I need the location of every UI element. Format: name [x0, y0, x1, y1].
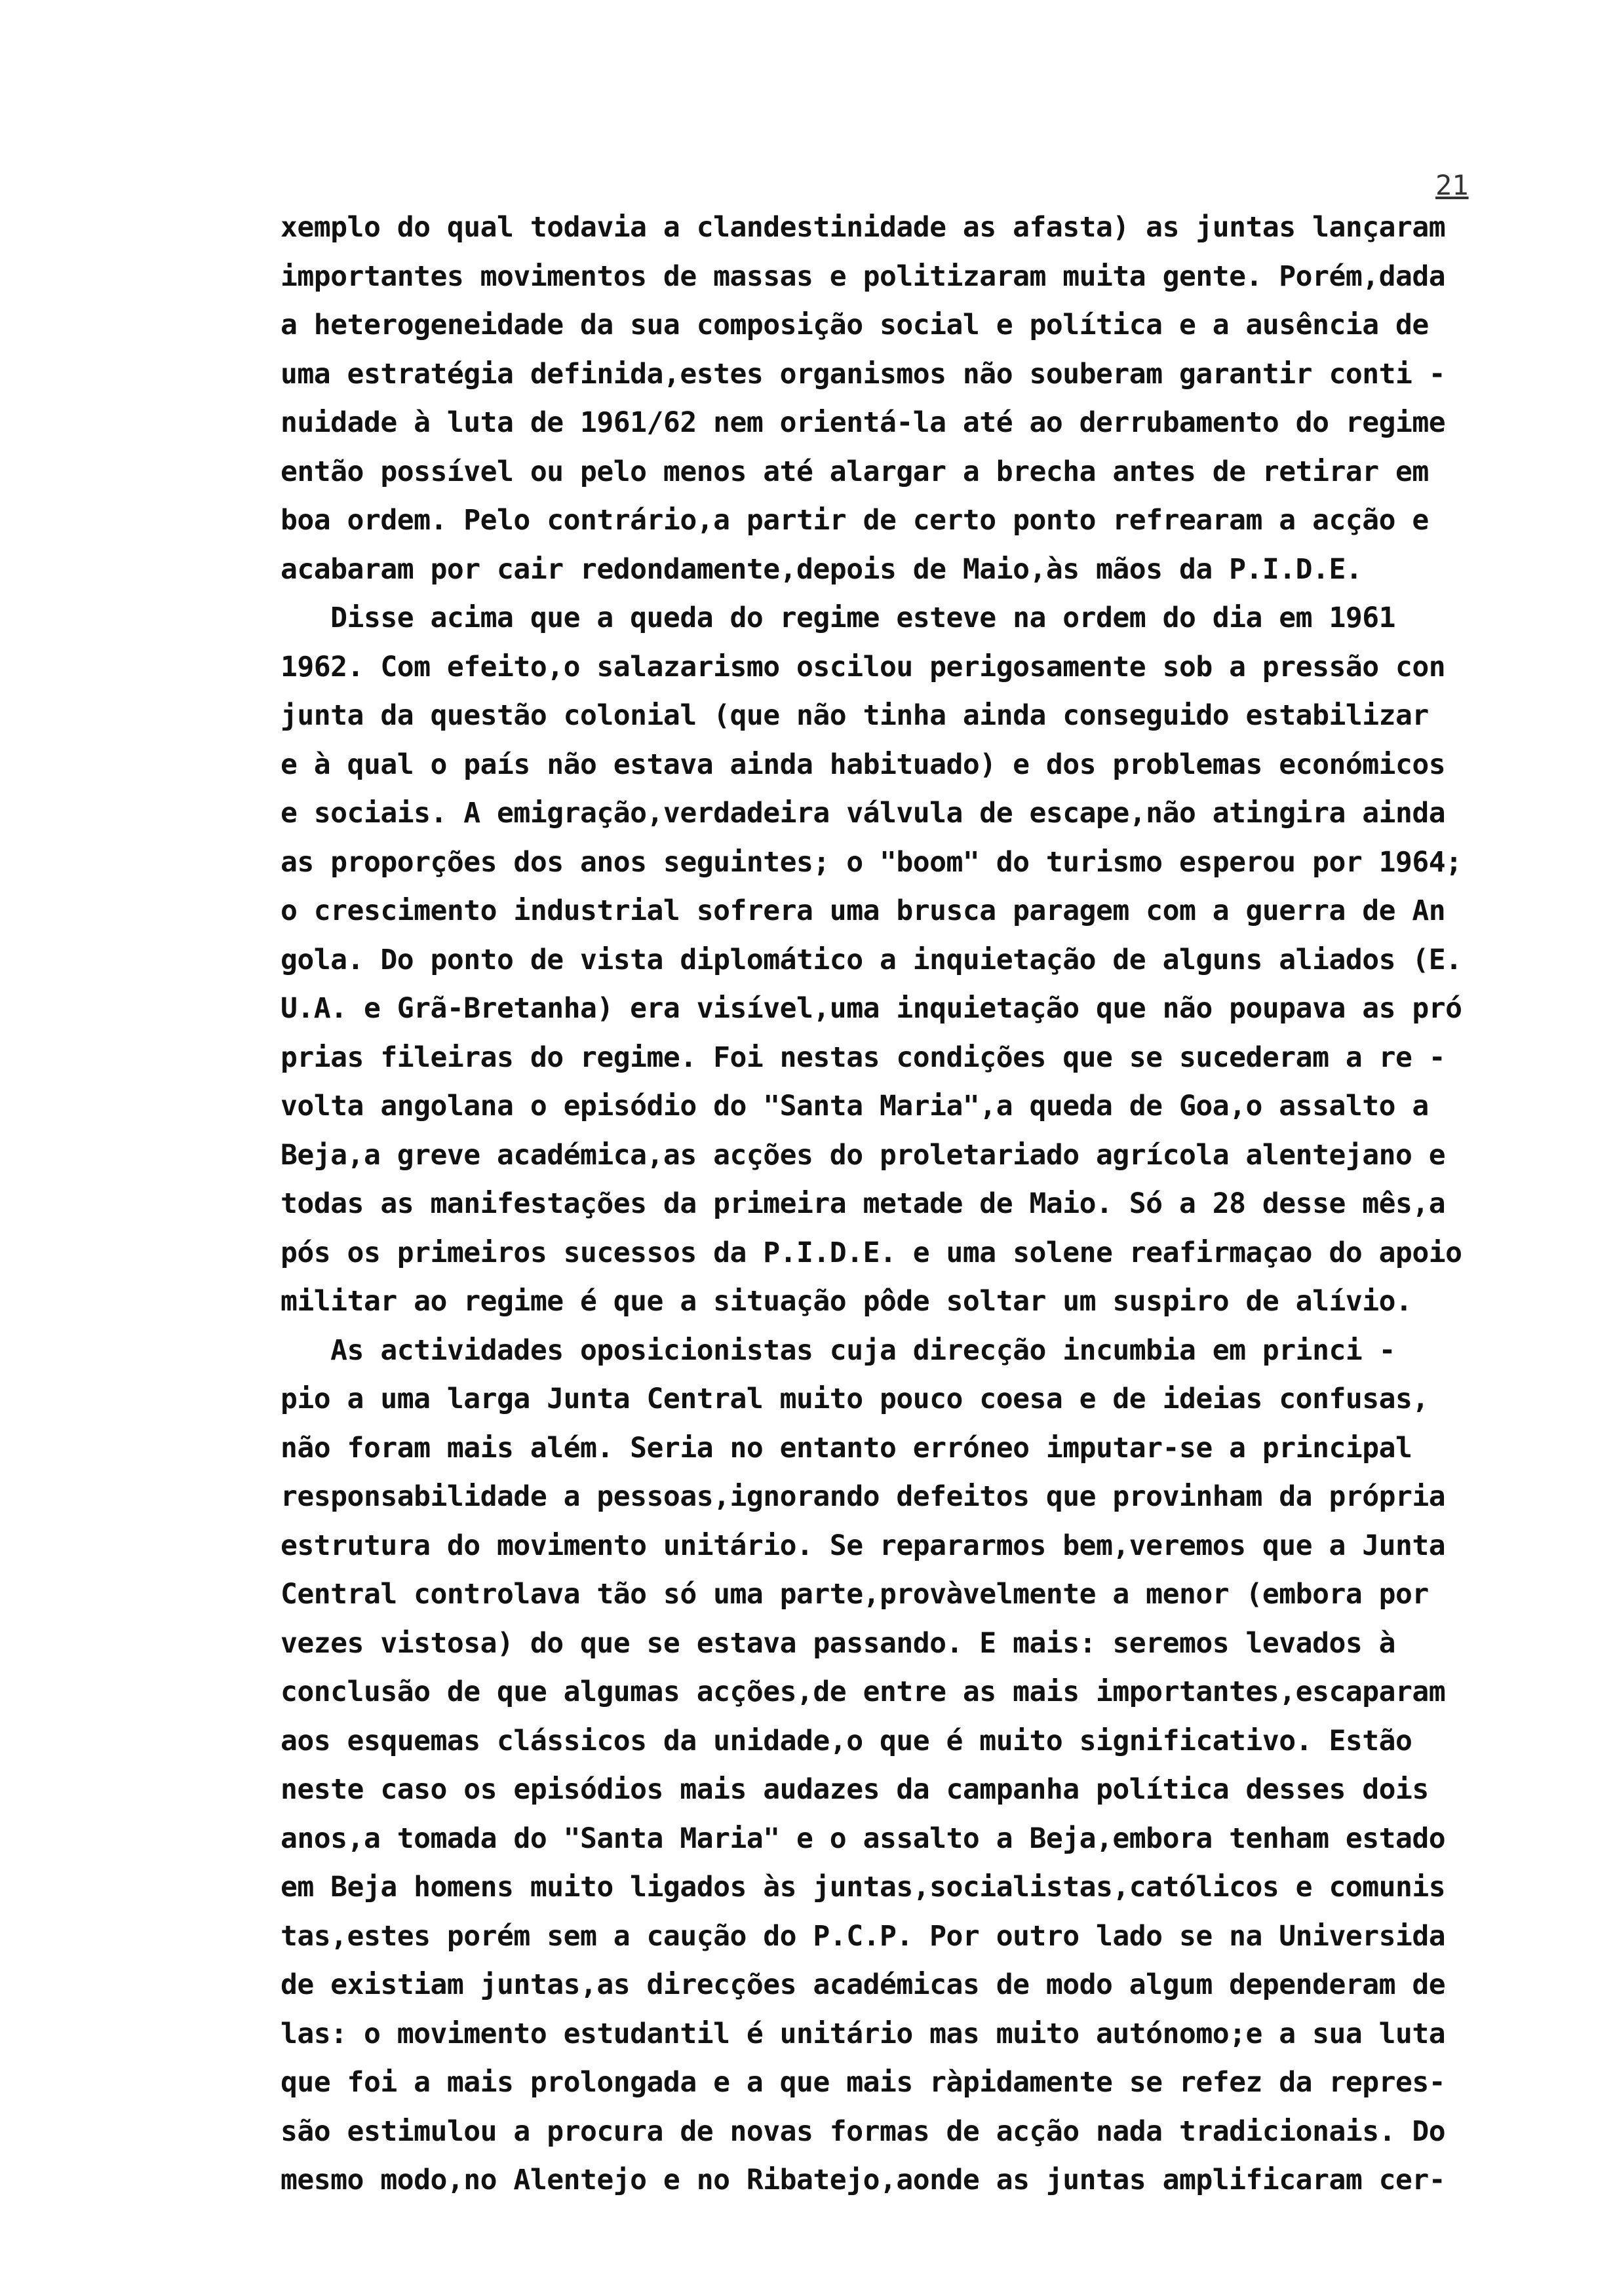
text-line: 1962. Com efeito,o salazarismo oscilou perigosamente sob a pressão con — [281, 650, 1446, 683]
text-line: Beja,a greve académica,as acções do proletariado agrícola alentejano e — [281, 1138, 1446, 1172]
text-line: uma estratégia definida,estes organismos não souberam garantir conti - — [281, 357, 1446, 391]
text-line: prias fileiras do regime. Foi nestas condições que se sucederam a re - — [281, 1041, 1446, 1074]
text-line: volta angolana o episódio do "Santa Maria",a queda de Goa,o assalto a — [281, 1090, 1429, 1122]
text-line: de existiam juntas,as direcções académicas de modo algum dependeram de — [281, 1968, 1446, 2001]
text-line: não foram mais além. Seria no entanto erróneo imputar-se a principal — [281, 1431, 1412, 1464]
text-line: Disse acima que a queda do regime esteve na ordem do dia em 1961 — [281, 602, 1396, 634]
text-line: estrutura do movimento unitário. Se repararmos bem,veremos que a Junta — [281, 1529, 1446, 1562]
text-line: junta da questão colonial (que não tinha ainda conseguido estabilizar — [281, 699, 1429, 732]
text-line: então possível ou pelo menos até alargar a brecha antes de retirar em — [281, 455, 1429, 488]
text-line: militar ao regime é que a situação pôde soltar um suspiro de alívio. — [281, 1285, 1412, 1318]
text-line: neste caso os episódios mais audazes da campanha política desses dois — [281, 1773, 1429, 1806]
text-line: nuidade à luta de 1961/62 nem orientá-la até ao derrubamento do regime — [281, 406, 1446, 439]
text-line: que foi a mais prolongada e a que mais ràpidamente se refez da repres- — [281, 2066, 1446, 2099]
text-line: mesmo modo,no Alentejo e no Ribatejo,aonde as juntas amplificaram cer- — [281, 2164, 1446, 2196]
text-line: conclusão de que algumas acções,de entre as mais importantes,escaparam — [281, 1675, 1446, 1708]
text-line: anos,a tomada do "Santa Maria" e o assalto a Beja,embora tenham estado — [281, 1822, 1446, 1855]
text-line: As actividades oposicionistas cuja direcção incumbia em princi - — [281, 1333, 1396, 1367]
text-line: vezes vistosa) do que se estava passando. E mais: seremos levados à — [281, 1626, 1396, 1660]
text-line: as proporções dos anos seguintes; o "boom" do turismo esperou por 1964; — [281, 845, 1462, 879]
text-line: aos esquemas clássicos da unidade,o que é muito significativo. Estão — [281, 1724, 1412, 1757]
text-line: e à qual o país não estava ainda habituado) e dos problemas económicos — [281, 748, 1446, 781]
body-text — [281, 203, 1506, 2205]
text-line: o crescimento industrial sofrera uma brusca paragem com a guerra de An — [281, 894, 1446, 927]
text-line: pio a uma larga Junta Central muito pouco coesa e de ideias confusas, — [281, 1383, 1429, 1415]
text-line: U.A. e Grã-Bretanha) era visível,uma inquietação que não poupava as pró — [281, 992, 1462, 1025]
text-line: importantes movimentos de massas e politizaram muita gente. Porém,dada — [281, 259, 1446, 293]
text-line: xemplo do qual todavia a clandestinidade as afasta) as juntas lançaram — [281, 211, 1446, 244]
text-line: e sociais. A emigração,verdadeira válvula de escape,não atingira ainda — [281, 797, 1446, 830]
text-line: las: o movimento estudantil é unitário mas muito autónomo;e a sua luta — [281, 2017, 1446, 2050]
text-line: Central controlava tão só uma parte,provàvelmente a menor (embora por — [281, 1578, 1429, 1611]
text-line: acabaram por cair redondamente,depois de Maio,às mãos da P.I.D.E. — [281, 552, 1363, 586]
text-line: são estimulou a procura de novas formas de acção nada tradicionais. Do — [281, 2114, 1446, 2148]
text-line: gola. Do ponto de vista diplomático a inquietação de alguns aliados (E. — [281, 943, 1462, 976]
page-number: 21 — [1435, 169, 1469, 201]
text-line: boa ordem. Pelo contrário,a partir de certo ponto refrearam a acção e — [281, 504, 1429, 537]
text-line: responsabilidade a pessoas,ignorando defeitos que provinham da própria — [281, 1480, 1446, 1513]
text-line: a heterogeneidade da sua composição social e política e a ausência de — [281, 309, 1429, 341]
text-line: em Beja homens muito ligados às juntas,socialistas,católicos e comunis — [281, 1871, 1446, 1904]
text-line: tas,estes porém sem a caução do P.C.P. Por outro lado se na Universida — [281, 1919, 1446, 1953]
text-line: pós os primeiros sucessos da P.I.D.E. e uma solene reafirmaçao do apoio — [281, 1236, 1462, 1269]
text-line: todas as manifestações da primeira metade de Maio. Só a 28 desse mês,a — [281, 1187, 1446, 1220]
